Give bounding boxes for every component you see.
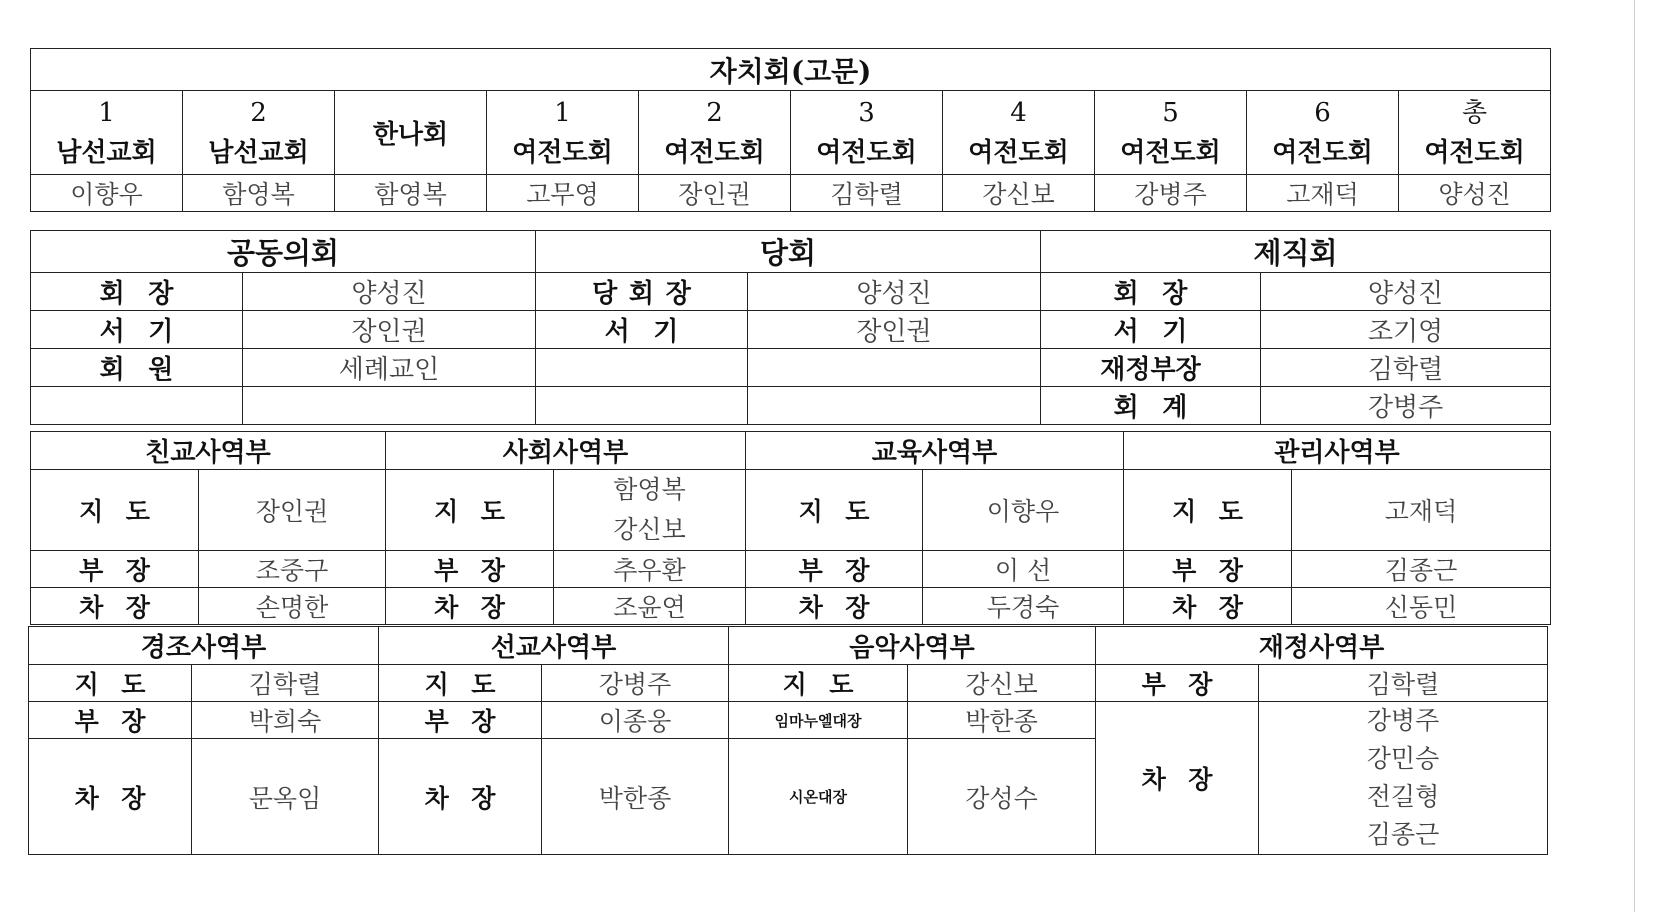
group-name: 한나회 [372,120,449,150]
member-name: 조중구 [199,551,386,588]
role-label: 부장 [1124,551,1292,588]
role-label: 회계 [1041,387,1261,425]
advisor-name: 함영복 [183,175,335,212]
ministries-table-2 [28,626,1548,855]
social-ministry-title: 사회사역부 [386,432,746,470]
council-row [31,273,1551,311]
advisor-name: 양성진 [1399,175,1551,212]
member-name: 박희숙 [192,702,379,739]
group-name: 여전도회 [664,137,765,168]
ministry-guide-row [29,665,1548,702]
advisor-group-cell [1399,91,1551,175]
role-label: 지도 [1124,470,1292,551]
member-name: 이 선 [923,551,1124,588]
music-ministry-title: 음악사역부 [729,627,1096,665]
role-label: 회장 [31,273,243,311]
advisor-group-cell [943,91,1095,175]
member-name: 손명한 [199,588,386,625]
role-label [536,387,748,425]
role-label [536,349,748,387]
role-label: 회원 [31,349,243,387]
member-name: 조윤연 [554,588,746,625]
advisor-name: 장인권 [639,175,791,212]
group-name: 남선교회 [56,137,157,168]
role-label: 차장 [29,739,192,855]
member-name [748,387,1041,425]
member-name: 강병주 [542,665,729,702]
advisor-group-cell [791,91,943,175]
member-name: 김학렬 [192,665,379,702]
advisor-group-cell [639,91,791,175]
member-name: 이종웅 [542,702,729,739]
member-name: 세례교인 [243,349,536,387]
member-names [1259,702,1548,855]
group-name: 여전도회 [1120,137,1221,168]
ministry-head-row [31,551,1551,588]
mission-ministry-title: 선교사역부 [379,627,729,665]
member-name: 신동민 [1292,588,1551,625]
advisor-name: 고재덕 [1247,175,1399,212]
advisor-name: 고무영 [487,175,639,212]
advisor-group-cell [335,91,487,175]
member-name: 양성진 [243,273,536,311]
ministries-table-1 [30,431,1551,625]
group-number: 3 [858,97,875,128]
member-name: 강성수 [908,739,1096,855]
advisor-group-cell [487,91,639,175]
group-number: 4 [1010,97,1027,128]
member-name: 문옥임 [192,739,379,855]
group-number: 1 [98,97,115,128]
role-label: 차장 [379,739,542,855]
member-name: 강병주 [1366,706,1440,735]
member-name: 조기영 [1261,311,1551,349]
group-number: 1 [554,97,571,128]
advisor-name: 강신보 [943,175,1095,212]
group-name: 여전도회 [968,137,1069,168]
role-label: 지도 [386,470,554,551]
role-label: 지도 [379,665,542,702]
advisors-table [30,48,1551,212]
member-name: 전길형 [1366,782,1440,811]
role-label: 시온대장 [729,739,908,855]
role-label: 서기 [1041,311,1261,349]
member-name: 강민승 [1366,744,1440,773]
member-name: 고재덕 [1292,470,1551,551]
advisor-group-cell [183,91,335,175]
role-label: 차장 [1124,588,1292,625]
member-name: 박한종 [542,739,729,855]
group-name: 여전도회 [1424,137,1525,168]
member-name: 강신보 [908,665,1096,702]
role-label: 재정부장 [1041,349,1261,387]
role-label: 차장 [31,588,199,625]
role-label: 지도 [746,470,923,551]
management-ministry-title: 관리사역부 [1124,432,1551,470]
fellowship-ministry-title: 친교사역부 [31,432,386,470]
role-label: 임마누엘대장 [729,702,908,739]
role-label: 부장 [1096,665,1259,702]
advisors-groups-row [31,91,1551,175]
group-number: 6 [1314,97,1331,128]
group-number: 2 [250,97,267,128]
role-label: 지도 [729,665,908,702]
member-name: 박한종 [908,702,1096,739]
member-name: 김종근 [1366,820,1440,849]
group-name: 여전도회 [1272,137,1373,168]
role-label: 부장 [386,551,554,588]
role-label: 부장 [746,551,923,588]
role-label: 당회장 [536,273,748,311]
deacons-board-title: 제직회 [1041,231,1551,273]
member-name [748,349,1041,387]
session-title: 당회 [536,231,1041,273]
group-number: 2 [706,97,723,128]
ministry-head-row [29,702,1548,739]
member-name: 장인권 [199,470,386,551]
group-name: 여전도회 [816,137,917,168]
member-name: 강신보 [613,515,686,544]
council-row [31,387,1551,425]
member-name: 장인권 [243,311,536,349]
advisor-name: 이향우 [31,175,183,212]
member-name: 함영복 [613,475,686,504]
ministry-vice-row [31,588,1551,625]
member-name: 강병주 [1261,387,1551,425]
advisor-group-cell [1247,91,1399,175]
member-name: 양성진 [1261,273,1551,311]
member-name: 김학렬 [1261,349,1551,387]
member-name: 이향우 [923,470,1124,551]
member-name: 추우환 [554,551,746,588]
role-label: 차장 [386,588,554,625]
role-label: 서기 [536,311,748,349]
funeral-ministry-title: 경조사역부 [29,627,379,665]
advisor-group-cell [1095,91,1247,175]
member-names [554,470,746,551]
role-label: 지도 [29,665,192,702]
advisor-name: 강병주 [1095,175,1247,212]
member-name: 장인권 [748,311,1041,349]
joint-council-title: 공동의회 [31,231,536,273]
member-name: 김학렬 [1259,665,1548,702]
advisor-group-cell [31,91,183,175]
group-name: 남선교회 [208,137,309,168]
ministry-guide-row [31,470,1551,551]
councils-table [30,230,1551,425]
education-ministry-title: 교육사역부 [746,432,1124,470]
group-number: 총 [1461,97,1488,128]
member-name: 두경숙 [923,588,1124,625]
page-edge-line [1634,0,1635,912]
advisors-names-row [31,175,1551,212]
role-label: 서기 [31,311,243,349]
advisor-name: 김학렬 [791,175,943,212]
role-label: 부장 [29,702,192,739]
role-label: 지도 [31,470,199,551]
role-label: 차장 [1096,702,1259,855]
role-label: 회장 [1041,273,1261,311]
finance-ministry-title: 재정사역부 [1096,627,1548,665]
role-label: 부장 [31,551,199,588]
group-name: 여전도회 [512,137,613,168]
role-label: 부장 [379,702,542,739]
member-name: 양성진 [748,273,1041,311]
member-name: 김종근 [1292,551,1551,588]
council-row [31,349,1551,387]
member-name [243,387,536,425]
council-row [31,311,1551,349]
role-label [31,387,243,425]
role-label: 차장 [746,588,923,625]
advisor-name: 함영복 [335,175,487,212]
group-number: 5 [1162,97,1179,128]
advisors-title: 자치회(고문) [31,49,1551,91]
